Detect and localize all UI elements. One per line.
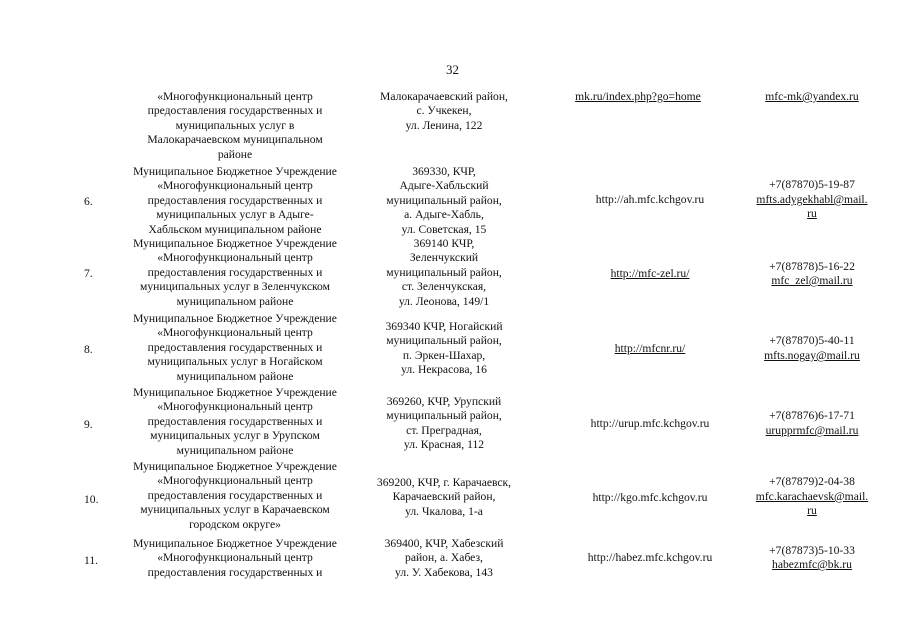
phone-number: +7(87878)5-16-22 [769,260,855,273]
address: Малокарачаевский район, с. Учкекен, ул. Ленина, 122 [380,90,508,132]
row-number: 7. [84,267,93,280]
email-link[interactable]: mfc_zel@mail.ru [771,274,853,287]
email-link[interactable]: habezmfc@bk.ru [772,558,852,571]
organization-name: Муниципальное Бюджетное Учреждение «Многофункциональный центр предоставления государственных и [133,537,337,579]
address: 369400, КЧР, Хабезский район, а. Хабез, ул. У. Хабекова, 143 [384,537,504,579]
phone-number: +7(87879)2-04-38 [769,475,855,488]
organization-name: Муниципальное Бюджетное Учреждение «Многофункциональный центр предоставления государственных и муниципальных услуг в Ногайском муниципальном районе [133,312,337,383]
organization-name: Муниципальное Бюджетное Учреждение «Многофункциональный центр предоставления государственных и муниципальных услуг в Урупском муниципальном районе [133,386,337,457]
address: 369260, КЧР, Урупский муниципальный район, ст. Преградная, ул. Красная, 112 [386,395,502,452]
row-number: 6. [84,195,93,208]
phone-number: +7(87873)5-10-33 [769,544,855,557]
website-link[interactable]: http://mfcnr.ru/ [614,342,686,355]
phone-number: +7(87870)5-40-11 [769,334,855,347]
email-link[interactable]: mfc.karachaevsk@mail. ru [755,490,869,518]
address: 369340 КЧР, Ногайский муниципальный район, п. Эркен-Шахар, ул. Некрасова, 16 [385,320,503,377]
address: 369140 КЧР, Зеленчукский муниципальный район, ст. Зеленчукская, ул. Леонова, 149/1 [386,237,502,308]
website-link[interactable]: http://mfc-zel.ru/ [610,267,690,280]
phone-number: +7(87876)6-17-71 [769,409,855,422]
email-link[interactable]: urupprmfc@mail.ru [765,424,859,437]
email-link[interactable]: mfc-mk@yandex.ru [765,90,859,103]
address: 369200, КЧР, г. Карачаевск, Карачаевский район, ул. Чкалова, 1-а [376,476,512,518]
row-number: 8. [84,343,93,356]
address: 369330, КЧР, Адыге-Хабльский муниципальный район, а. Адыге-Хабль, ул. Советская, 15 [386,165,502,236]
organization-name: Муниципальное Бюджетное Учреждение «Многофункциональный центр предоставления государственных и муниципальных услуг в Зеленчукском муниципальном районе [133,237,337,308]
organization-name: Муниципальное Бюджетное Учреждение «Многофункциональный центр предоставления государственных и муниципальных услуг в Адыге- Хабльском муниципальном районе [133,165,337,236]
email-link[interactable]: mfts.adygekhabl@mail. ru [756,193,868,221]
website-link[interactable]: http://kgo.mfc.kchgov.ru [592,491,708,504]
phone-number: +7(87870)5-19-87 [769,178,855,191]
website-link[interactable]: mk.ru/index.php?go=home [575,90,701,103]
organization-name: «Многофункциональный центр предоставления государственных и муниципальных услуг в Малокарачаевском муниципальном районе [147,90,323,161]
row-number: 11. [84,554,99,567]
website-link[interactable]: http://habez.mfc.kchgov.ru [587,551,713,564]
website-link[interactable]: http://ah.mfc.kchgov.ru [595,193,705,206]
organization-name: Муниципальное Бюджетное Учреждение «Многофункциональный центр предоставления государственных и муниципальных услуг в Карачаевском городском округе» [133,460,337,531]
row-number: 10. [84,493,99,506]
website-link[interactable]: http://urup.mfc.kchgov.ru [590,417,710,430]
page-number: 32 [446,62,459,77]
row-number: 9. [84,418,93,431]
email-link[interactable]: mfts.nogay@mail.ru [764,349,860,362]
